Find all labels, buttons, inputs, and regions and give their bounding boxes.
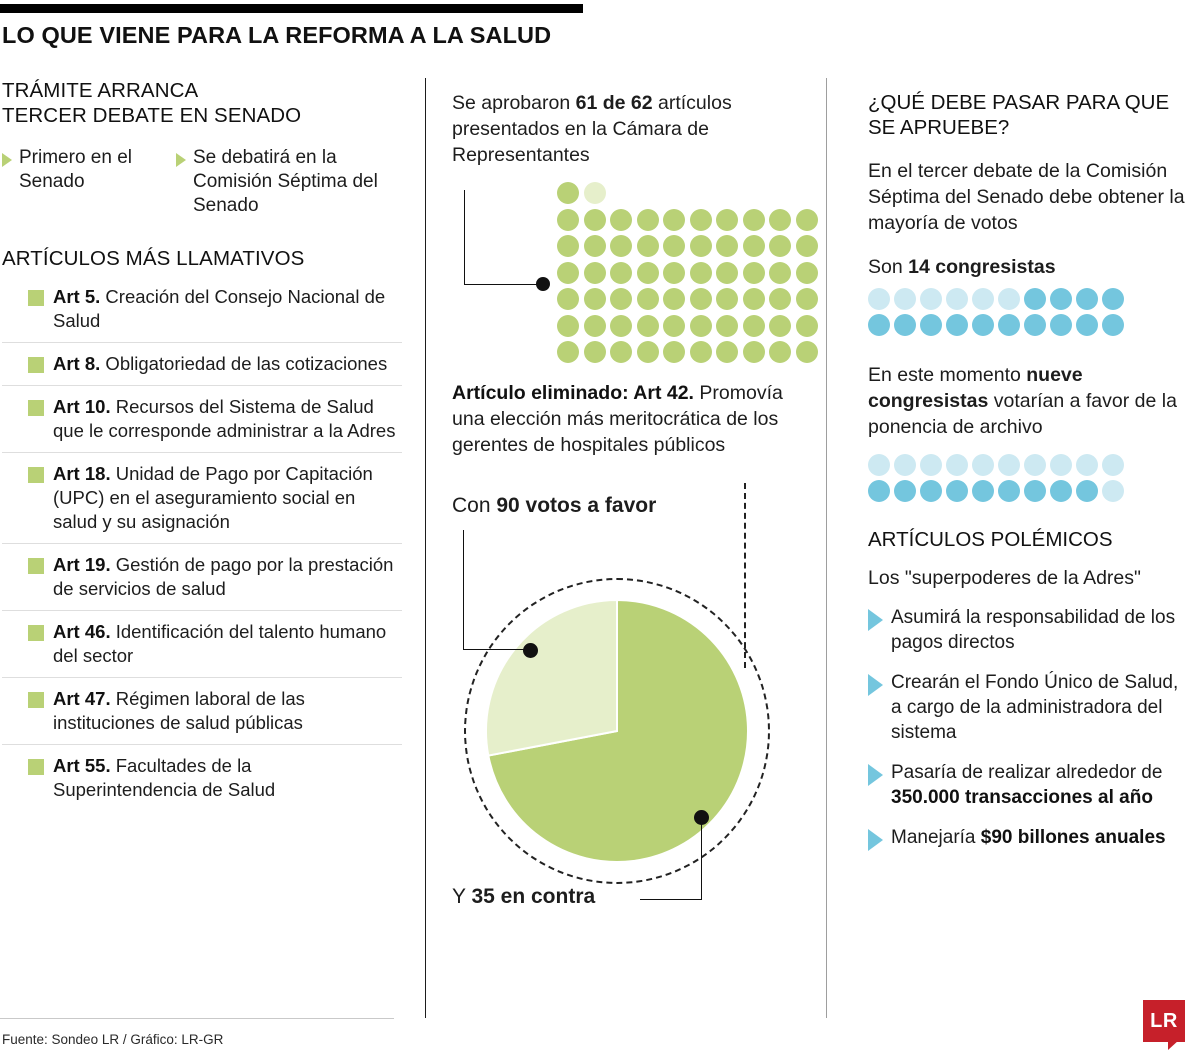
waffle-dot-approved [743,315,765,337]
articulo-row [2,342,402,385]
archivo-body-bold: nueve congresistas [868,364,1083,412]
waffle-dot-inactive [894,288,916,310]
waffle-dot-active [946,314,968,336]
waffle-dot-approved [716,209,738,231]
left-column [2,78,402,811]
waffle-dot-approved [557,182,579,204]
articulo-row [2,610,402,677]
waffle-dot-approved [584,262,606,284]
waffle-dot-active [1076,314,1098,336]
votos-contra-pre: Y [452,885,472,908]
waffle-dot-approved [769,341,791,363]
waffle-dot-approved [796,262,818,284]
articulo-number: Art 8. [53,353,101,374]
articulo-number: Art 10. [53,396,111,417]
archivo-body [868,362,1188,440]
waffle-dot-active [1050,314,1072,336]
waffle-dot-approved [796,209,818,231]
triangle-bullet-icon [868,764,883,786]
waffle-dot-approved [557,235,579,257]
polemico-row [868,670,1188,745]
waffle-dot-active [868,480,890,502]
archivo-body-pre: En este momento [868,364,1027,386]
waffle-row [557,341,818,363]
square-bullet-icon [28,759,44,775]
waffle-dot-approved [796,341,818,363]
waffle-dot-inactive [920,288,942,310]
waffle-dot-approved [690,235,712,257]
waffle-dot-approved [769,288,791,310]
articulos-list [2,281,402,811]
square-bullet-icon [28,558,44,574]
articulo-row [2,677,402,744]
waffle-dot-approved [584,341,606,363]
polemico-row [868,760,1188,810]
archivo-body-post: votarían a favor de la ponencia de archivo [868,390,1177,438]
square-bullet-icon [28,290,44,306]
articulo-text: Art 47. Régimen laboral de las instituciones de salud públicas [53,688,305,733]
waffle-dot-active [1076,288,1098,310]
polemicos-heading: ARTÍCULOS POLÉMICOS [868,528,1113,551]
votos-favor-pre: Con [452,494,497,517]
waffle-dot-approved [584,315,606,337]
waffle-dot-approved [663,288,685,310]
waffle-dot-approved [610,262,632,284]
archivo-waffle-chart [868,454,1188,502]
congresistas-count-label [868,254,1188,280]
lr-logo-text: LR [1150,1009,1178,1032]
polemico-text: Manejaría $90 billones anuales [891,827,1166,848]
votos-contra-bold: 35 en contra [471,885,596,908]
aprobacion-heading: ¿QUÉ DEBE PASAR PARA QUE SE APRUEBE? [868,91,1170,139]
waffle-dot-active [972,480,994,502]
waffle-dot-approved [769,262,791,284]
waffle-dot-active [1076,480,1098,502]
waffle-dot-inactive [1102,454,1124,476]
waffle-dot-approved [716,235,738,257]
source-credit: Fuente: Sondeo LR / Gráfico: LR-GR [2,1032,224,1047]
waffle-dot-approved [716,341,738,363]
waffle-dot-approved [584,235,606,257]
footer-rule [0,1018,394,1019]
articulo-number: Art 18. [53,463,111,484]
waffle-dot-approved [557,341,579,363]
waffle-row [868,454,1188,476]
waffle-row [868,288,1188,310]
articulo-row [2,385,402,452]
page-title: LO QUE VIENE PARA LA REFORMA A LA SALUD [2,22,552,48]
articulo-text: Art 46. Identificación del talento humano del sector [53,621,387,666]
polemico-row [868,825,1188,851]
waffle-dot-inactive [894,454,916,476]
waffle-dot-inactive [998,288,1020,310]
aprobados-lead [452,90,802,168]
articulo-row [2,543,402,610]
waffle-dot-rejected [584,182,606,204]
waffle-dot-approved [663,341,685,363]
votos-favor-bold: 90 votos a favor [496,494,657,517]
waffle-dot-active [920,480,942,502]
waffle-row [868,480,1188,502]
waffle-dot-active [1102,314,1124,336]
senado-bullet-label: Se debatirá en la Comisión Séptima del Senado [193,147,378,216]
waffle-dot-active [1024,480,1046,502]
waffle-dot-approved [769,209,791,231]
waffle-dot-inactive [868,288,890,310]
congresistas-waffle-chart [868,288,1188,336]
polemico-row [868,605,1188,655]
waffle-dot-approved [716,288,738,310]
waffle-dot-approved [610,315,632,337]
waffle-dot-approved [584,209,606,231]
waffle-row [868,314,1188,336]
waffle-dot-approved [637,209,659,231]
waffle-row [557,315,818,337]
articulo-text: Art 55. Facultades de la Superintendencia de Salud [53,755,276,800]
triangle-bullet-icon [2,153,12,167]
waffle-row [557,288,818,310]
waffle-dot-approved [690,209,712,231]
articulo-text: Art 5. Creación del Consejo Nacional de Salud [53,286,386,331]
waffle-dot-approved [690,315,712,337]
waffle-dot-approved [743,209,765,231]
waffle-dot-inactive [1102,480,1124,502]
waffle-dot-approved [743,235,765,257]
waffle-dot-approved [610,288,632,310]
votos-favor-label [452,494,802,518]
dashed-connector-vertical [744,483,746,668]
votos-contra-label [452,885,595,909]
congresistas-count-bold: 14 congresistas [908,256,1056,278]
waffle-dot-inactive [1050,454,1072,476]
waffle-dot-approved [743,288,765,310]
waffle-dot-active [1024,314,1046,336]
waffle-dot-active [1024,288,1046,310]
aprobados-lead-pre: Se aprobaron [452,92,576,114]
waffle-dot-active [868,314,890,336]
articulos-waffle-chart [452,182,802,372]
tramite-heading: TRÁMITE ARRANCA TERCER DEBATE EN SENADO [2,79,302,127]
waffle-dot-active [1102,288,1124,310]
waffle-row [557,235,818,257]
articulo-text: Art 19. Gestión de pago por la prestación de servicios de salud [53,554,394,599]
waffle-dot-approved [557,288,579,310]
leader-line [464,190,542,285]
votacion-pie-chart [452,522,802,942]
waffle-row [557,182,818,204]
articulo-eliminado-text [452,380,802,458]
articulo-number: Art 19. [53,554,111,575]
waffle-dot-approved [557,209,579,231]
waffle-dot-active [894,314,916,336]
waffle-dot-active [998,480,1020,502]
square-bullet-icon [28,692,44,708]
waffle-dot-approved [716,315,738,337]
articulo-text: Art 18. Unidad de Pago por Capitación (UPC) en el aseguramiento social en salud y su asignación [53,463,373,532]
waffle-dot-active [972,314,994,336]
square-bullet-icon [28,467,44,483]
leader-dot [536,277,550,291]
waffle-dot-active [894,480,916,502]
waffle-dot-approved [796,235,818,257]
triangle-bullet-icon [868,829,883,851]
waffle-dot-active [1050,480,1072,502]
articulos-heading: ARTÍCULOS MÁS LLAMATIVOS [2,247,305,270]
waffle-dot-approved [796,288,818,310]
waffle-dot-approved [769,235,791,257]
leader-line [463,530,530,650]
waffle-dot-approved [610,341,632,363]
articulo-eliminado-desc: Promovía una elección más meritocrática de los gerentes de hospitales públicos [452,382,783,456]
waffle-dot-approved [637,262,659,284]
waffle-dot-inactive [972,288,994,310]
waffle-dot-approved [557,315,579,337]
waffle-dot-active [946,480,968,502]
polemicos-subtitle: Los "superpoderes de la Adres" [868,567,1141,589]
waffle-dot-approved [690,262,712,284]
waffle-dot-approved [796,315,818,337]
waffle-dot-inactive [1076,454,1098,476]
square-bullet-icon [28,625,44,641]
waffle-dot-active [920,314,942,336]
waffle-row [557,209,818,231]
list-item [2,146,162,218]
waffle-dot-grid [557,182,818,368]
waffle-dot-approved [663,262,685,284]
articulo-text: Art 10. Recursos del Sistema de Salud que le corresponde administrar a la Adres [53,396,396,441]
lr-logo [1143,1000,1185,1042]
waffle-dot-approved [743,341,765,363]
leader-line [640,817,702,900]
waffle-dot-approved [690,288,712,310]
congresistas-count-pre: Son [868,256,909,278]
triangle-bullet-icon [868,609,883,631]
senado-bullet-label: Primero en el Senado [19,147,132,192]
leader-dot [523,643,538,658]
waffle-dot-approved [637,315,659,337]
waffle-dot-inactive [946,288,968,310]
triangle-bullet-icon [176,153,186,167]
waffle-dot-approved [637,288,659,310]
square-bullet-icon [28,357,44,373]
waffle-dot-approved [716,262,738,284]
square-bullet-icon [28,400,44,416]
articulo-number: Art 46. [53,621,111,642]
waffle-dot-approved [663,235,685,257]
leader-dot [694,810,709,825]
waffle-dot-inactive [868,454,890,476]
waffle-dot-approved [637,235,659,257]
polemico-highlight: 350.000 transacciones al año [891,787,1153,808]
articulo-row [2,281,402,342]
polemicos-list [868,605,1188,851]
top-black-rule [0,4,583,13]
waffle-dot-approved [743,262,765,284]
articulo-number: Art 5. [53,286,101,307]
lr-logo-tail-icon [1168,1040,1179,1050]
senado-bullet-list [2,146,402,218]
waffle-dot-approved [769,315,791,337]
right-column [868,90,1188,866]
waffle-dot-approved [557,262,579,284]
waffle-dot-approved [637,341,659,363]
waffle-dot-inactive [1024,454,1046,476]
waffle-dot-approved [610,235,632,257]
waffle-dot-inactive [998,454,1020,476]
articulo-text: Art 8. Obligatoriedad de las cotizaciones [53,353,388,374]
middle-column [452,90,802,942]
waffle-dot-inactive [972,454,994,476]
waffle-dot-approved [663,315,685,337]
column-divider-left [425,78,426,1018]
waffle-dot-approved [663,209,685,231]
polemico-text: Pasaría de realizar alrededor de 350.000 transacciones al año [891,762,1163,808]
triangle-bullet-icon [868,674,883,696]
waffle-dot-active [998,314,1020,336]
waffle-dot-approved [690,341,712,363]
aprobados-lead-post: artículos presentados en la Cámara de Representantes [452,92,732,166]
articulo-number: Art 55. [53,755,111,776]
waffle-dot-inactive [920,454,942,476]
waffle-dot-approved [610,209,632,231]
articulo-eliminado-bold: Artículo eliminado: Art 42. [452,382,694,404]
column-divider-right [826,78,827,1018]
waffle-dot-active [1050,288,1072,310]
aprobados-lead-bold: 61 de 62 [575,92,653,114]
articulo-row [2,452,402,543]
articulo-row [2,744,402,811]
polemico-highlight: $90 billones anuales [980,827,1166,848]
list-item [176,146,391,218]
polemico-text: Asumirá la responsabilidad de los pagos directos [891,607,1176,653]
waffle-dot-approved [584,288,606,310]
aprobacion-body: En el tercer debate de la Comisión Séptima del Senado debe obtener la mayoría de votos [868,160,1185,234]
waffle-row [557,262,818,284]
polemico-text: Crearán el Fondo Único de Salud, a cargo de la administradora del sistema [891,672,1179,743]
waffle-dot-inactive [946,454,968,476]
articulo-number: Art 47. [53,688,111,709]
